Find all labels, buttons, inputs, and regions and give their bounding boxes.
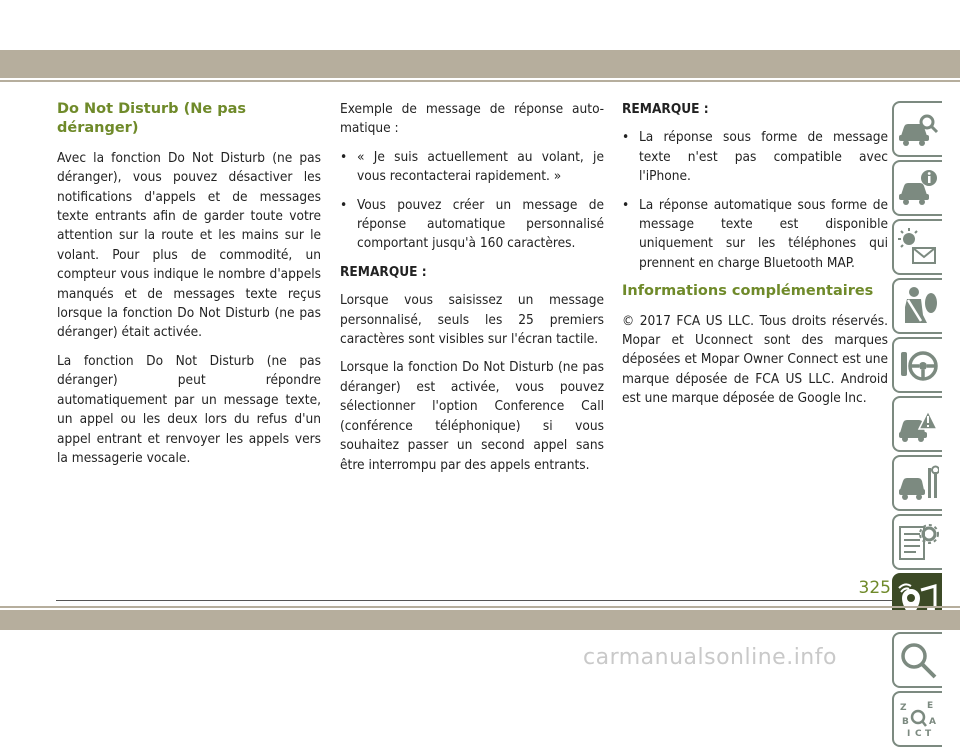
- tab-car-search[interactable]: [892, 101, 942, 157]
- paragraph: Lorsque la fonction Do Not Disturb (ne pas déranger) est activée, vous pouvez sélectionner l'option Conference Call (conférence téléphonique) si vous souhaitez passer un second appel sans être interrompu par des appels entrants.: [340, 359, 604, 473]
- paragraph: Exemple de message de réponse automatique :: [340, 101, 604, 137]
- remark-text: Lorsque vous saisissez un message personnalisé, seuls les 25 premiers caractères sont visibles sur l'écran tactile.: [340, 292, 604, 348]
- tab-alphabetical-index[interactable]: [892, 691, 942, 747]
- tab-car-info[interactable]: [892, 160, 942, 216]
- svg-text:Z: Z: [900, 703, 907, 713]
- column-3: [622, 100, 888, 418]
- light-message-icon: [897, 226, 939, 268]
- bullet-icon: •: [622, 196, 630, 213]
- list-item-text: La réponse sous forme de message texte n'est pas compatible avec l'iPhone.: [639, 129, 888, 185]
- svg-text:I: I: [907, 729, 911, 739]
- remark-label: REMARQUE :: [622, 101, 709, 117]
- tab-lights-messages[interactable]: [892, 219, 942, 275]
- bottom-band: [0, 610, 960, 630]
- bullet-icon: •: [340, 148, 348, 165]
- svg-text:E: E: [927, 701, 934, 711]
- list-item-text: « Je suis actuellement au volant, je vous recontacterai rapidement. »: [357, 148, 604, 185]
- page-number: 325: [858, 578, 891, 598]
- tab-specifications[interactable]: [892, 514, 942, 570]
- list-item-text: Vous pouvez créer un message de réponse automatique personnalisé comportant jusqu'à 160 caractères.: [357, 196, 604, 252]
- top-band: [0, 50, 960, 78]
- paragraph: Avec la fonction Do Not Disturb (ne pas déranger), vous pouvez désactiver les notifications d'appels et de messages texte entrants afin de garder toute votre attention sur la route et les mains sur le volant. Pour plus de commodité, un compteur vous indique le nombre d'appels manqués et de messages texte reçus lorsque la fonction Do Not Disturb (ne pas déranger) était activée.: [57, 149, 321, 341]
- bullet-icon: •: [340, 196, 348, 213]
- steering-wheel-icon: [897, 344, 939, 386]
- car-search-icon: [897, 108, 939, 150]
- list-item: [622, 196, 888, 274]
- bullet-icon: •: [622, 129, 630, 146]
- tab-emergency[interactable]: [892, 396, 942, 452]
- seatbelt-airbag-icon: [897, 285, 939, 327]
- car-tools-icon: [897, 462, 939, 504]
- svg-text:B: B: [902, 717, 909, 727]
- list-item: [340, 148, 604, 187]
- list-item: [340, 196, 604, 254]
- remark-label: REMARQUE :: [340, 263, 427, 280]
- svg-text:A: A: [929, 717, 936, 727]
- tab-starting-driving[interactable]: [892, 337, 942, 393]
- section-heading-additional-info: Informations complémentaires: [622, 283, 874, 300]
- specs-gear-icon: [897, 521, 939, 563]
- car-info-icon: [897, 167, 939, 209]
- paragraph: La fonction Do Not Disturb (ne pas déranger) peut répondre automatiquement par un message texte, un appel ou les deux lors du refus d'un appel entrant et renvoyer les appels vers la messagerie vocale.: [57, 352, 321, 466]
- section-heading-do-not-disturb: Do Not Disturb (Ne pas déranger): [57, 101, 247, 137]
- paragraph: © 2017 FCA US LLC. Tous droits réservés. Mopar et Uconnect sont des marques déposées et Mopar Owner Connect est une marque déposée de FCA US LLC. Android est une marque déposée de Google Inc.: [622, 312, 888, 407]
- car-warning-icon: [897, 403, 939, 445]
- column-1: [57, 100, 321, 477]
- tab-safety[interactable]: [892, 278, 942, 334]
- index-alphabet-icon: [897, 698, 939, 740]
- watermark-text: carmanualsonline.info: [583, 645, 837, 670]
- column-2: [340, 100, 604, 484]
- svg-text:C: C: [915, 729, 922, 739]
- tab-servicing[interactable]: [892, 455, 942, 511]
- list-item-text: La réponse automatique sous forme de message texte est disponible uniquement sur les téléphones qui prennent en charge Bluetooth MAP.: [639, 196, 888, 271]
- list-item: [622, 128, 888, 186]
- page-rule: [56, 600, 892, 601]
- svg-text:T: T: [925, 729, 932, 739]
